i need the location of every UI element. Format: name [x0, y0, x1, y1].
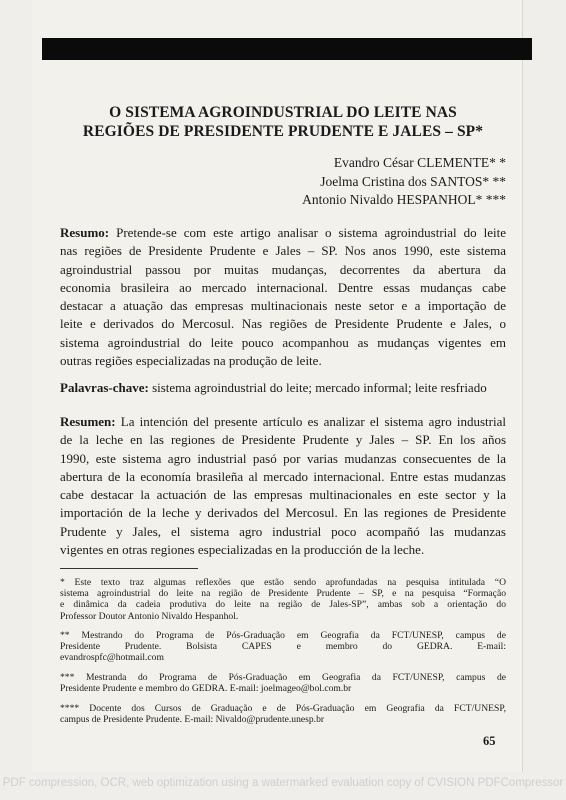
- footnote: [60, 630, 506, 664]
- abstract-label: Resumo:: [60, 225, 110, 240]
- abstract-spanish: [60, 413, 506, 559]
- keywords-label: Palavras-chave:: [60, 380, 149, 395]
- footnote-line: Presidente Prudente. Bolsista CAPES e membro do GEDRA. E-mail:: [60, 641, 506, 653]
- header-bar: [42, 38, 532, 60]
- footnote-line: *** Mestranda do Programa de Pós-Graduação em Geografia da FCT/UNESP, campus de: [60, 672, 506, 683]
- resumen-line: abertura de la economía brasileña al mercado internacional. Entre estas mudanzas: [60, 468, 506, 484]
- abstract-line: destacar a atuação das empresas multinacionais neste setor e a importação de: [60, 298, 506, 314]
- footnote: [60, 577, 506, 622]
- page-number: 65: [483, 734, 496, 748]
- footnote-line: sistema agroindustrial do leite na região de Presidente Prudente – SP, e na pesquisa “Formação: [60, 588, 506, 600]
- footnote-line: ** Mestrando do Programa de Pós-Graduação em Geografia da FCT/UNESP, campus de: [60, 630, 506, 641]
- keywords: [60, 379, 506, 397]
- footnote-line: * Este texto traz algumas reflexões que estão sendo aprofundadas na pesquisa intitulada “O: [60, 577, 506, 588]
- footnote-line: campus de Presidente Prudente. E-mail: Nivaldo@prudente.unesp.br: [60, 714, 325, 726]
- abstract-line: agroindustrial passou por muitas mudanças, decorrentes da abertura da: [60, 261, 506, 277]
- resumen-line: 1990, este sistema agro industrial pasó por varias mudanzas consecuentes de la: [60, 450, 506, 466]
- footnote: [60, 672, 506, 694]
- footnote-line: e dinâmica da cadeia produtiva do leite na região de Jales-SP”, ambas sob a orientação do: [60, 599, 506, 611]
- author: Evandro César CLEMENTE* *: [333, 155, 506, 170]
- title-line: REGIÕES DE PRESIDENTE PRUDENTE E JALES – SP*: [82, 123, 484, 140]
- resumen-label: Resumen:: [60, 414, 116, 429]
- abstract-portuguese: [60, 224, 506, 370]
- author: Antonio Nivaldo HESPANHOL* ***: [302, 192, 506, 207]
- abstract-line: leite e derivados do Mercosul. Nas regiões de Presidente Prudente e Jales, o: [60, 316, 506, 332]
- abstract-line: outras regiões especializadas na produção de leite.: [60, 353, 322, 369]
- abstract-line: Resumo: Pretende-se com este artigo analisar o sistema agroindustrial do leite: [60, 225, 506, 240]
- article-title: [60, 103, 506, 141]
- footnote-line: evandrospfc@hotmail.com: [60, 652, 164, 664]
- abstract-line: nas regiões de Presidente Prudente e Jales – SP. Nos anos 1990, este sistema: [60, 243, 506, 259]
- resumen-line: Prudente y Jales, el sistema agro industrial poco acompañó las mudanzas: [60, 523, 506, 539]
- resumen-line: Resumen: La intención del presente artículo es analizar el sistema agro industrial: [60, 414, 506, 429]
- abstract-line: economia brasileira ao mercado internacional. Dentre essas mudanças cabe: [60, 279, 506, 295]
- footnote-line: Presidente Prudente e membro do GEDRA. E-mail: joelmageo@bol.com.br: [60, 683, 352, 695]
- footnote: [60, 703, 506, 725]
- resumen-line: vigentes en otras regiones especializadas en la producción de la leche.: [60, 542, 425, 558]
- resumen-line: importación de la leche y derivados del Mercosul. En las regiones de Presidente: [60, 505, 506, 521]
- resumen-line: de la leche en las regiones de Presidente Prudente y Jales – SP. En los años: [60, 432, 506, 448]
- title-line: O SISTEMA AGROINDUSTRIAL DO LEITE NAS: [109, 104, 457, 121]
- footnote-line: **** Docente dos Cursos de Graduação e de Pós-Graduação em Geografia da FCT/UNESP,: [60, 703, 506, 714]
- abstract-line: sistema agroindustrial do leite pouco acompanhou as mudanças vigentes em: [60, 334, 506, 350]
- resumen-line: cabe destacar la actuación de las empresas multinacionales en este sector y la: [60, 487, 506, 503]
- author-list: [302, 154, 506, 210]
- footnote-line: Professor Doutor Antonio Nivaldo Hespanhol.: [60, 610, 239, 622]
- footnote-divider: [60, 568, 198, 569]
- author: Joelma Cristina dos SANTOS* **: [320, 173, 506, 189]
- keywords-line: Palavras-chave: sistema agroindustrial do leite; mercado informal; leite resfriado: [60, 380, 487, 395]
- watermark-text: PDF compression, OCR, web optimization using a watermarked evaluation copy of CVISION PDFCompressor: [2, 777, 564, 789]
